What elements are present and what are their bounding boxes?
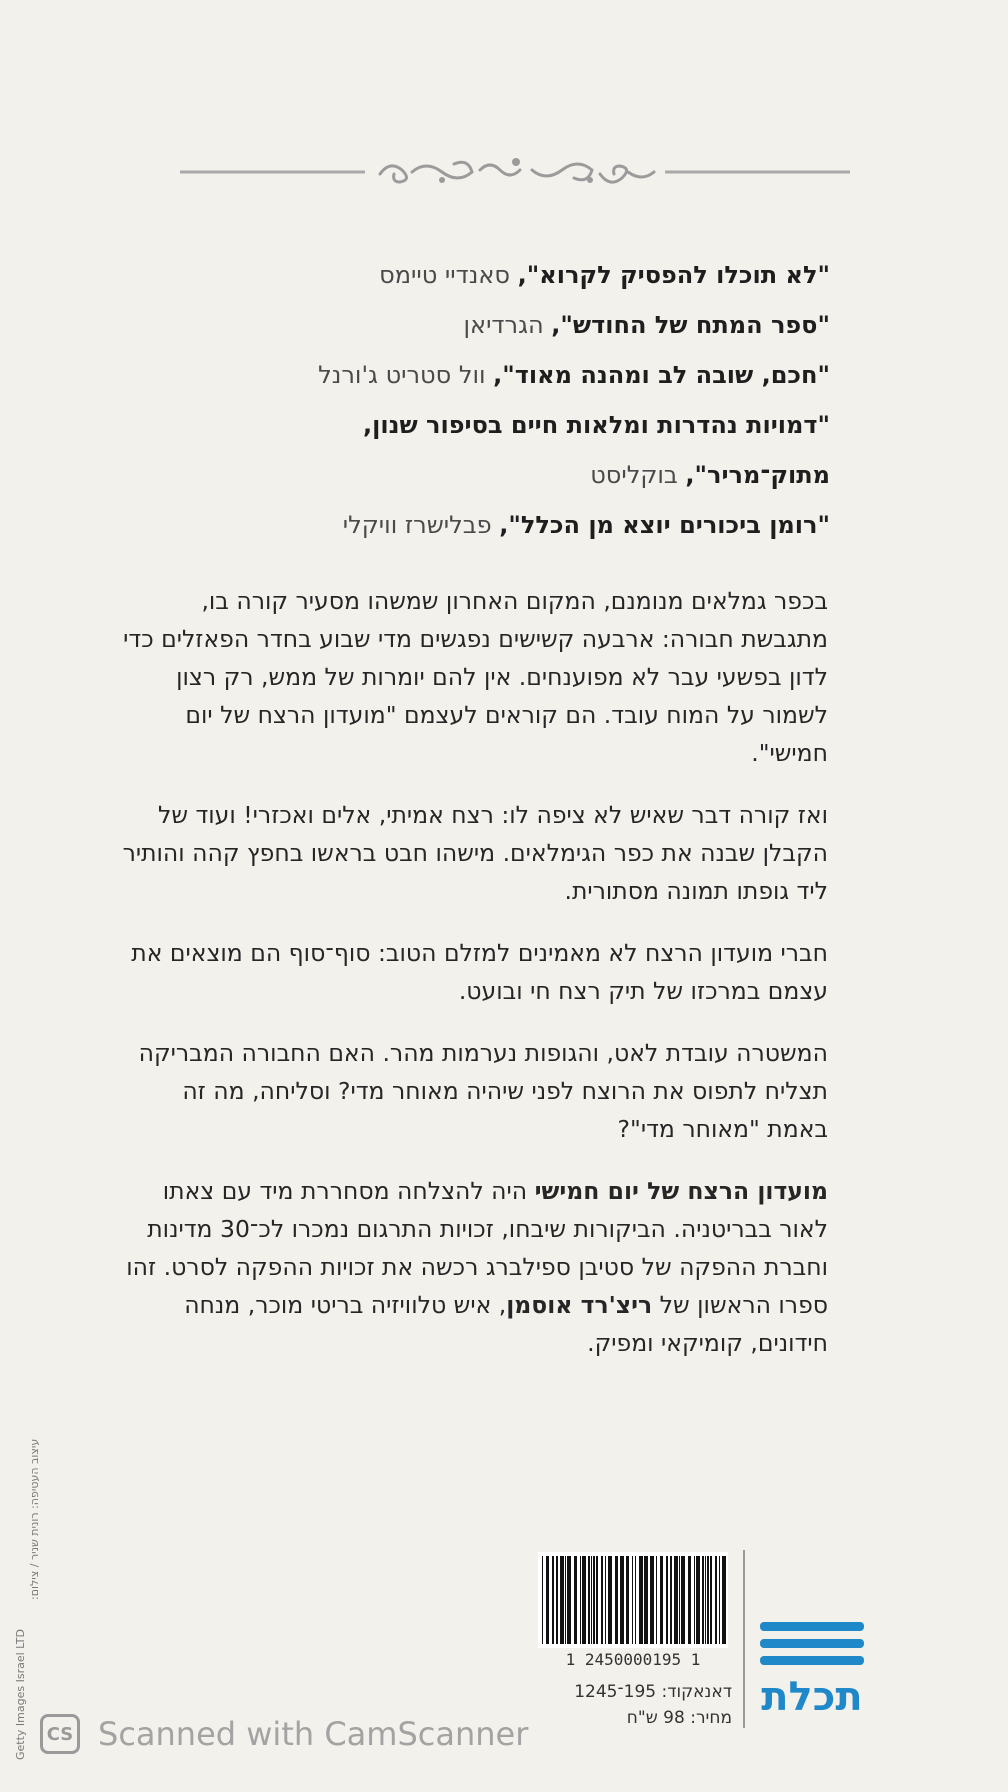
review-quote: "דמויות נהדרות ומלאות חיים בסיפור שנון, (363, 411, 830, 439)
barcode-bar (644, 1556, 648, 1644)
barcode-bar (596, 1556, 598, 1644)
barcode-bar (650, 1556, 654, 1644)
barcode-bar (635, 1556, 636, 1644)
barcode-number: 1 2450000195 1 (565, 1650, 701, 1669)
barcode-bar (656, 1556, 657, 1644)
barcode-bar (567, 1556, 571, 1644)
publisher-name: תכלת (761, 1674, 863, 1720)
publisher-logo-icon (752, 1618, 872, 1674)
barcode-bar (694, 1556, 695, 1644)
barcode-bar (560, 1556, 564, 1644)
barcode-bar (681, 1556, 685, 1644)
review-quote: "לא תוכלו להפסיק לקרוא", סאנדיי טיימס (379, 261, 830, 289)
barcode-bar (660, 1556, 663, 1644)
review-quote: "ספר המתח של החודש", הגרדיאן (463, 311, 830, 339)
barcode-bar (688, 1556, 691, 1644)
barcode-bar (679, 1556, 680, 1644)
barcode-bar (715, 1556, 717, 1644)
barcode-bar (626, 1556, 629, 1644)
blurb-paragraph: בכפר גמלאים מנומנם, המקום האחרון שמשהו מסעיר קורה בו, מתגבשת חבורה: ארבעה קשישים נפגשים מדי שבוע בחדר הפאזלים כדי לדון בפשעי עבר לא מפוענחים. אין להם יומרות של ממש, רק רצון לשמור על המוח עובד. הם קוראים לעצמם "מועדון הרצח של יום חמישי". (123, 587, 828, 767)
barcode-bar (722, 1556, 726, 1644)
barcode-bar (632, 1556, 633, 1644)
barcode-bar (546, 1556, 549, 1644)
camscanner-watermark: Scanned with CamScanner (98, 1715, 529, 1753)
barcode-bar (582, 1556, 586, 1644)
barcode-bar (666, 1556, 668, 1644)
review-quote: מתוק־מריר", בוקליסט (590, 461, 830, 489)
barcode-bar (719, 1556, 720, 1644)
barcode-bar (556, 1556, 558, 1644)
barcode-bar (580, 1556, 581, 1644)
barcode-bar (707, 1556, 709, 1644)
danacode: דאנאקוד: 195־1245 (574, 1682, 732, 1702)
cover-design-credit: עיצוב העטיפה: רונית שניר / צילום: (28, 1438, 41, 1600)
barcode-bar (593, 1556, 595, 1644)
barcode-bar (601, 1556, 603, 1644)
ornament-divider (180, 150, 850, 196)
divider-line (743, 1550, 745, 1728)
price: מחיר: 98 ש"ח (626, 1708, 732, 1728)
barcode-bar (574, 1556, 577, 1644)
blurb-paragraph: ואז קורה דבר שאיש לא ציפה לו: רצח אמיתי, אלים ואכזרי! ועוד של הקבלן שבנה את כפר הגימלאים. מישהו חבט בראשו בחפץ קהה והותיר ליד גופתו תמונה מסתורית. (122, 801, 828, 905)
barcode-bar (639, 1556, 643, 1644)
blurb-paragraph-author: מועדון הרצח של יום חמישי היה להצלחה מסחררת מיד עם צאתו לאור בבריטניה. הביקורות שיבחו, זכויות התרגום נמכרו לכ־30 מדינות וחברת ההפקה של סטיבן ספילברג רכשה את זכויות ההפקה לסרט. זהו ספרו הראשון של ריצ'רד אוסמן, איש טלוויזיה בריטי מוכר, מנחה חידונים, קומיקאי ומפיק. (126, 1177, 828, 1357)
barcode (538, 1552, 728, 1648)
barcode-bar (674, 1556, 678, 1644)
barcode-bar (705, 1556, 706, 1644)
review-quote: "רומן ביכורים יוצא מן הכלל", פבלישרז וויקלי (342, 511, 830, 539)
barcode-bar (591, 1556, 592, 1644)
barcode-bar (696, 1556, 700, 1644)
blurb-text (120, 582, 828, 1386)
barcode-bar (710, 1556, 712, 1644)
book-title: מועדון הרצח של יום חמישי (534, 1177, 828, 1205)
blurb-paragraph: המשטרה עובדת לאט, והגופות נערמות מהר. האם החבורה המבריקה תצליח לתפוס את הרוצח לפני שיהיה מאוחר מדי? וסליחה, מה זה באמת "מאוחר מדי"? (138, 1039, 828, 1143)
review-quote: "חכם, שובה לב ומהנה מאוד", וול סטריט ג'ורנל (318, 361, 830, 389)
barcode-bar (605, 1556, 606, 1644)
barcode-bar (552, 1556, 554, 1644)
review-quotes (200, 250, 830, 550)
camscanner-logo-icon: CS (40, 1714, 80, 1754)
barcode-bar (542, 1556, 543, 1644)
barcode-bar (702, 1556, 704, 1644)
barcode-bar (588, 1556, 590, 1644)
author-name: ריצ'רד אוסמן (506, 1291, 653, 1319)
barcode-bar (615, 1556, 618, 1644)
photo-credit: Getty Images Israel LTD (14, 1629, 27, 1760)
barcode-bar (670, 1556, 672, 1644)
blurb-paragraph: חברי מועדון הרצח לא מאמינים למזלם הטוב: סוף־סוף הם מוצאים את עצמם במרכזו של תיק רצח חי ובועט. (131, 939, 828, 1005)
barcode-bar (608, 1556, 612, 1644)
barcode-bar (565, 1556, 566, 1644)
barcode-bar (620, 1556, 624, 1644)
